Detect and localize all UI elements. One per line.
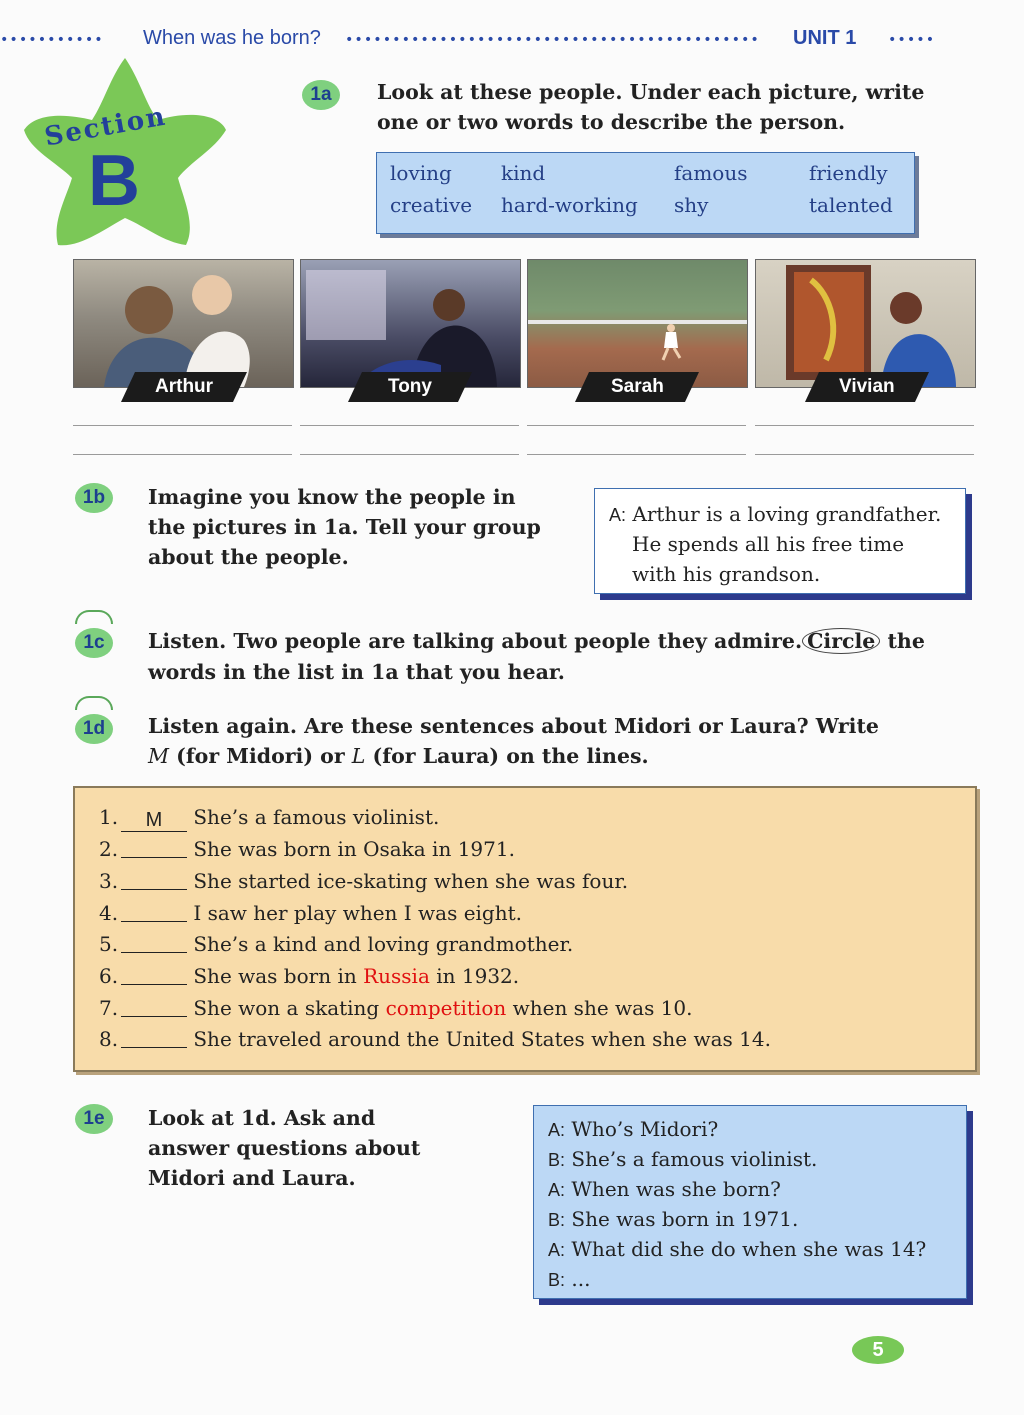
headphones-icon — [75, 696, 113, 710]
list-item: 4. I saw her play when I was eight. — [99, 901, 523, 925]
header-unit: UNIT 1 — [793, 27, 857, 49]
word-item: famous — [674, 161, 748, 185]
header-dots-right: ••••• — [888, 32, 936, 48]
header-dots-middle: •••••••••••••••••••••••••••••••••••••••••••• — [345, 32, 760, 48]
dialogue-line: Arthur is a loving grandfather. — [632, 502, 942, 526]
header-title: When was he born? — [143, 27, 321, 49]
writing-line[interactable] — [300, 425, 519, 426]
writing-line[interactable] — [73, 425, 292, 426]
name-banner-vivian — [805, 372, 929, 402]
writing-line[interactable] — [755, 425, 974, 426]
exercise-badge-1c: 1c — [75, 628, 113, 658]
instruction-1e-line3: Midori and Laura. — [148, 1166, 356, 1190]
list-item: 6. She was born in Russia in 1932. — [99, 964, 520, 988]
photo-vivian — [755, 259, 976, 388]
page-number: 5 — [852, 1336, 904, 1364]
dialogue-line: A: When was she born? — [548, 1177, 781, 1201]
instruction-1c-line1: Listen. Two people are talking about people they admire. Circle the — [148, 629, 925, 653]
answer-line[interactable] — [121, 1025, 187, 1048]
word-item: talented — [809, 193, 893, 217]
dialogue-line: B: She was born in 1971. — [548, 1207, 799, 1231]
writing-line[interactable] — [527, 454, 746, 455]
photo-sarah — [527, 259, 748, 388]
name-tony: Tony — [388, 376, 432, 397]
dialogue-line: with his grandson. — [632, 562, 821, 586]
writing-line[interactable] — [73, 454, 292, 455]
answer-line[interactable] — [121, 867, 187, 890]
name-banner-tony — [348, 372, 472, 402]
answer-line[interactable] — [121, 835, 187, 858]
name-vivian: Vivian — [839, 376, 895, 397]
dialogue-line: He spends all his free time — [632, 532, 905, 556]
word-item: loving — [390, 161, 452, 185]
photo-arthur — [73, 259, 294, 388]
word-item: creative — [390, 193, 473, 217]
speaker-a: A: — [609, 505, 627, 525]
exercise-badge-1e: 1e — [75, 1104, 113, 1134]
word-item: shy — [674, 193, 709, 217]
dialogue-line: B: She’s a famous violinist. — [548, 1147, 818, 1171]
instruction-1d-line1: Listen again. Are these sentences about Midori or Laura? Write — [148, 714, 879, 738]
instruction-1b-line2: the pictures in 1a. Tell your group — [148, 515, 541, 539]
writing-line[interactable] — [755, 454, 974, 455]
writing-line[interactable] — [527, 425, 746, 426]
writing-line[interactable] — [300, 454, 519, 455]
answer-line[interactable]: M — [121, 809, 187, 832]
list-item: 5. She’s a kind and loving grandmother. — [99, 932, 574, 956]
exercise-badge-1a: 1a — [302, 80, 340, 110]
answer-line[interactable] — [121, 930, 187, 953]
name-banner-sarah — [575, 372, 699, 402]
exercise-badge-1b: 1b — [75, 483, 113, 513]
instruction-1c-line2: words in the list in 1a that you hear. — [148, 660, 565, 684]
name-arthur: Arthur — [154, 376, 214, 397]
word-item: kind — [501, 161, 546, 185]
photo-tony — [300, 259, 521, 388]
instruction-1a-line1: Look at these people. Under each picture, write — [377, 80, 925, 104]
name-sarah: Sarah — [610, 376, 664, 397]
instruction-1e-line2: answer questions about — [148, 1136, 421, 1160]
list-item: 2. She was born in Osaka in 1971. — [99, 837, 515, 861]
instruction-1e-line1: Look at 1d. Ask and — [148, 1106, 376, 1130]
instruction-1d-line2: M (for Midori) or L (for Laura) on the lines. — [148, 744, 649, 768]
word-item: hard-working — [501, 193, 638, 217]
word-list-box — [376, 152, 915, 234]
section-letter: B — [88, 141, 140, 221]
section-label: Section — [42, 101, 169, 153]
circled-word: Circle — [802, 628, 880, 654]
headphones-icon — [75, 610, 113, 624]
list-item: 3. She started ice-skating when she was four. — [99, 869, 629, 893]
highlighted-word: competition — [385, 996, 507, 1020]
example-dialogue-1e — [533, 1105, 967, 1299]
list-item: 1. M She’s a famous violinist. — [99, 805, 440, 831]
dialogue-line: A: Who’s Midori? — [548, 1117, 719, 1141]
instruction-1b-line1: Imagine you know the people in — [148, 485, 516, 509]
list-item: 7. She won a skating competition when she was 10. — [99, 996, 693, 1020]
answer-line[interactable] — [121, 899, 187, 922]
example-dialogue-1b — [594, 488, 966, 594]
list-item: 8. She traveled around the United States when she was 14. — [99, 1027, 771, 1051]
exercise-badge-1d: 1d — [75, 714, 113, 744]
answer-line[interactable] — [121, 994, 187, 1017]
word-item: friendly — [809, 161, 888, 185]
dialogue-line: A: What did she do when she was 14? — [548, 1237, 927, 1261]
answer-line[interactable] — [121, 962, 187, 985]
instruction-1b-line3: about the people. — [148, 545, 349, 569]
highlighted-word: Russia — [363, 964, 430, 988]
header-dots-left: ••••••••••• — [0, 32, 104, 48]
sentence-list-box — [73, 786, 977, 1072]
dialogue-line: B: ... — [548, 1267, 591, 1291]
name-banner-arthur — [121, 372, 247, 402]
instruction-1a-line2: one or two words to describe the person. — [377, 110, 846, 134]
